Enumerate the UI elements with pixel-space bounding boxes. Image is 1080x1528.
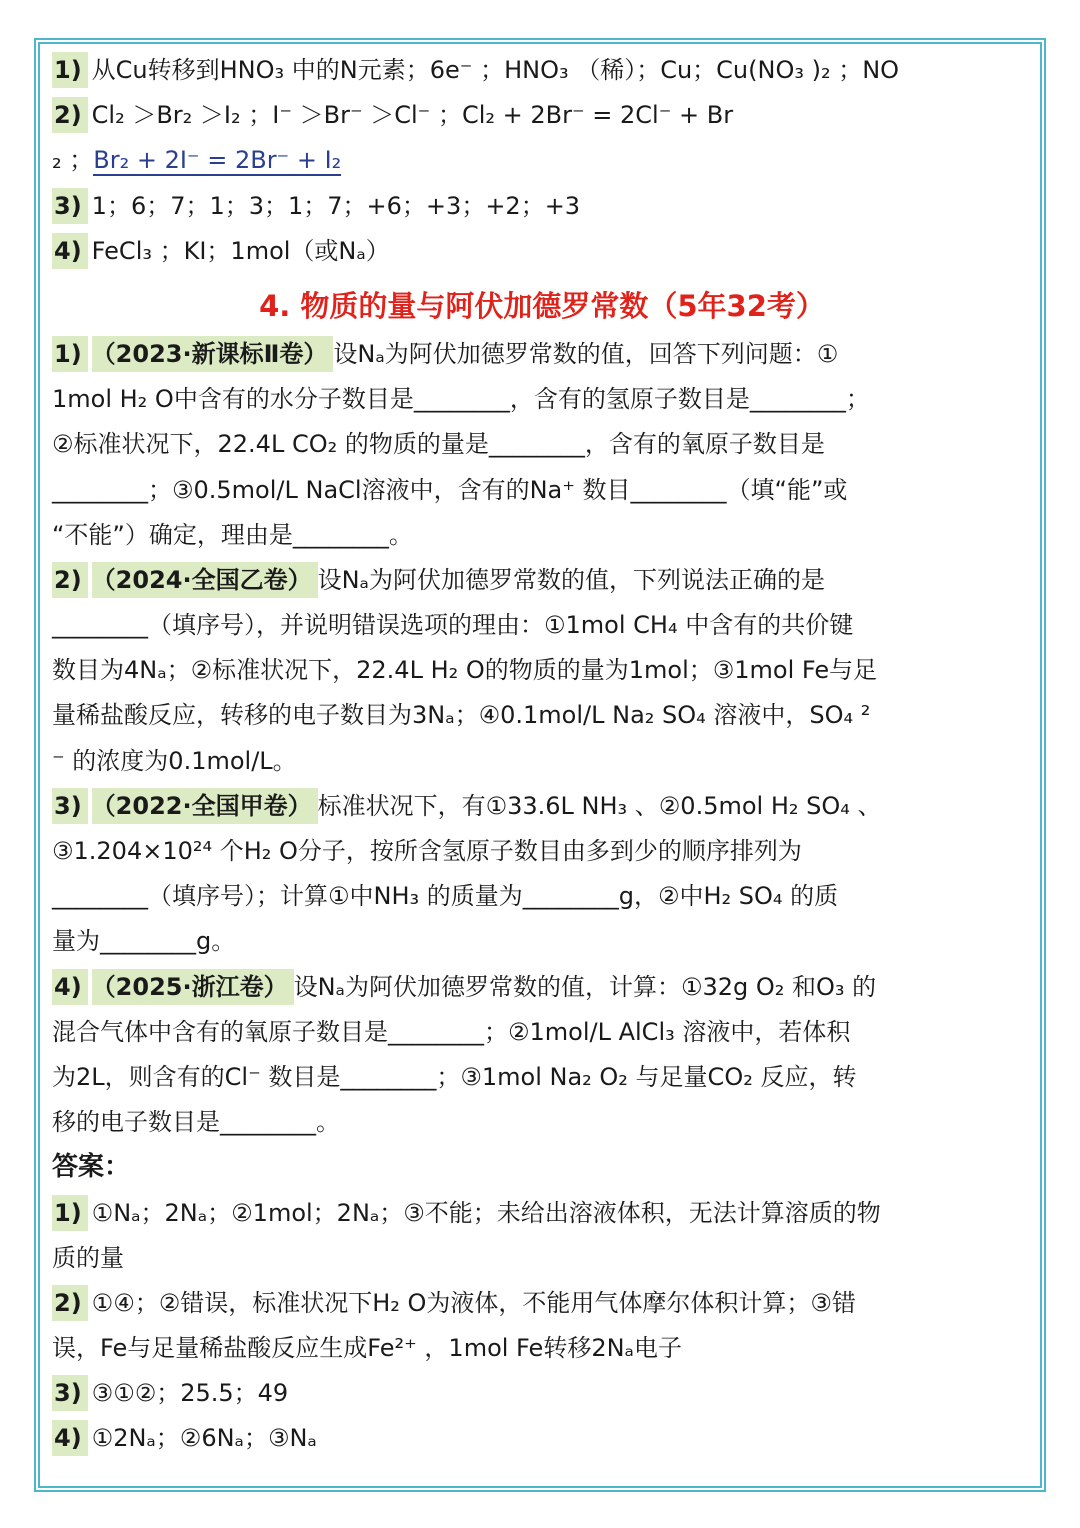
question-2-line-4: 量稀盐酸反应，转移的电子数目为3Nₐ；④0.1mol/L Na₂ SO₄ 溶液中，SO₄ ² (52, 701, 871, 730)
question-1-line-2: 1mol H₂ O中含有的水分子数目是________，含有的氢原子数目是________； (52, 385, 870, 414)
question-4-line-3: 为2L，则含有的Cl⁻ 数目是________；③1mol Na₂ O₂ 与足量CO₂ 反应，转 (52, 1062, 857, 1091)
answers-title: 答案： (52, 1152, 131, 1183)
answer-3-line-1 (52, 1371, 1032, 1416)
question-source: （2022·全国甲卷） (92, 788, 318, 824)
answer-text: FeCl₃ ；KI；1mol（或Nₐ） (91, 236, 390, 265)
answer-number: 3) (52, 1375, 88, 1411)
question-number: 2) (52, 562, 88, 598)
question-1-line-4: ________；③0.5mol/L NaCl溶液中，含有的Na⁺ 数目________（填“能”或 (52, 475, 848, 504)
question-text: 标准状况下，有①33.6L NH₃ 、②0.5mol H₂ SO₄ 、 (317, 791, 882, 820)
question-number: 3) (52, 788, 88, 824)
question-source: （2024·全国乙卷） (92, 562, 318, 598)
section-title: 4. 物质的量与阿伏加德罗常数（5年32考） (259, 288, 825, 323)
answer-number: 2) (52, 1285, 88, 1321)
answer-2-line-2: 误，Fe与足量稀盐酸反应生成Fe²⁺ ，1mol Fe转移2Nₐ电子 (52, 1334, 682, 1363)
question-3-line-3: ________（填序号）；计算①中NH₃ 的质量为________g，②中H₂ SO₄ 的质 (52, 882, 839, 911)
question-3-line-4: 量为________g。 (52, 927, 236, 956)
answer-4-line-1 (52, 1416, 1032, 1461)
answer-number: 2) (52, 97, 88, 133)
top-answer-1 (52, 48, 1032, 93)
question-source: （2025·浙江卷） (92, 969, 294, 1005)
question-4-line-1 (52, 965, 1032, 1010)
question-3-line-2: ③1.204×10²⁴ 个H₂ O分子，按所含氢原子数目由多到少的顺序排列为 (52, 837, 802, 865)
question-number: 4) (52, 969, 88, 1005)
answer-2-line-1 (52, 1281, 1032, 1326)
question-2-line-1 (52, 558, 1032, 603)
answer-1-line-2: 质的量 (52, 1243, 124, 1272)
answer-text: 1；6；7；1；3；1；7；+6；+3；+2；+3 (91, 191, 581, 220)
answer-number: 1) (52, 52, 88, 88)
answer-text: ①④；②错误，标准状况下H₂ O为液体，不能用气体摩尔体积计算；③错 (91, 1288, 856, 1317)
top-answer-2-continued (52, 138, 1032, 183)
answer-number: 3) (52, 188, 88, 224)
question-4-line-2: 混合气体中含有的氧原子数目是________；②1mol/L AlCl₃ 溶液中，若体积 (52, 1017, 851, 1046)
question-2-line-2: ________（填序号），并说明错误选项的理由：①1mol CH₄ 中含有的共价键 (52, 611, 854, 640)
answer-number: 1) (52, 1195, 88, 1231)
question-1-line-1 (52, 332, 1032, 377)
question-text: 设Nₐ为阿伏加德罗常数的值，回答下列问题：① (333, 339, 839, 368)
question-text: 设Nₐ为阿伏加德罗常数的值，下列说法正确的是 (317, 565, 825, 594)
question-1-line-3: ②标准状况下，22.4L CO₂ 的物质的量是________，含有的氧原子数目是 (52, 430, 825, 459)
answer-text: 从Cu转移到HNO₃ 中的N元素；6e⁻ ；HNO₃ （稀）；Cu；Cu(NO₃ )₂ ；NO (91, 56, 900, 84)
question-3-line-1 (52, 784, 1032, 829)
top-answer-4 (52, 229, 1032, 274)
top-answer-2 (52, 93, 1032, 138)
question-2-line-5: ⁻ 的浓度为0.1mol/L。 (52, 746, 297, 775)
handwritten-equation: Br₂ + 2I⁻ = 2Br⁻ + I₂ (93, 146, 342, 175)
answer-number: 4) (52, 233, 88, 269)
document-body (52, 48, 1032, 1462)
question-number: 1) (52, 336, 88, 372)
question-source: （2023·新课标Ⅱ卷） (92, 336, 334, 372)
question-text: 设Nₐ为阿伏加德罗常数的值，计算：①32g O₂ 和O₃ 的 (293, 972, 877, 1001)
answer-number: 4) (52, 1420, 88, 1456)
question-1-line-5: “不能”）确定，理由是________。 (52, 520, 413, 549)
question-4-line-4: 移的电子数目是________。 (52, 1108, 340, 1137)
question-2-line-3: 数目为4Nₐ；②标准状况下，22.4L H₂ O的物质的量为1mol；③1mol Fe与足 (52, 656, 878, 685)
top-answer-3 (52, 184, 1032, 229)
answer-text: ①2Nₐ；②6Nₐ；③Nₐ (91, 1424, 317, 1453)
answer-1-line-1 (52, 1191, 1032, 1236)
answer-text: Cl₂ ＞Br₂ ＞I₂ ；I⁻ ＞Br⁻ ＞Cl⁻ ；Cl₂ + 2Br⁻ = 2Cl⁻ + Br (91, 101, 734, 130)
answer-text: ₂ ； (52, 146, 94, 175)
answer-text: ③①②；25.5；49 (91, 1379, 289, 1408)
answer-text: ①Nₐ；2Nₐ；②1mol；2Nₐ；③不能；未给出溶液体积，无法计算溶质的物 (91, 1198, 881, 1227)
